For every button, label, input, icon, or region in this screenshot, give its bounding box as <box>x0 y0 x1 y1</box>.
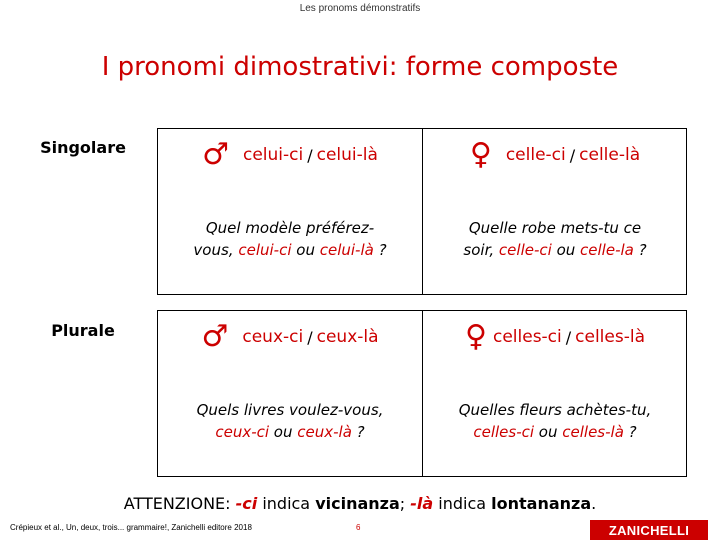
note-suffix-ci: -ci <box>235 494 258 513</box>
example-text: Quels livres voulez-vous, <box>196 401 384 419</box>
pronoun-form: celle-ci <box>505 145 566 165</box>
note-text: ; <box>399 494 411 513</box>
separator: / <box>569 145 576 165</box>
plurale-box <box>157 310 687 477</box>
example-pronoun: ceux-là <box>297 423 352 441</box>
male-symbol-icon: ♂ <box>201 319 229 354</box>
singolare-fem-example <box>423 217 687 261</box>
example-text: ? <box>633 241 647 259</box>
example-text: ? <box>351 423 365 441</box>
note-text: indica <box>257 494 316 513</box>
pronoun-form: celles-là <box>575 327 645 347</box>
pronoun-form: celui-ci <box>242 145 304 165</box>
example-text: Quel modèle préférez- <box>205 219 375 237</box>
separator: / <box>565 327 572 347</box>
pronoun-table <box>157 128 687 477</box>
singolare-masc-example <box>158 217 422 261</box>
footer-credit: Crépieux et al., Un, deux, trois... grammaire!, Zanichelli editore 2018 <box>10 523 252 532</box>
plurale-masc-example <box>158 399 422 443</box>
example-text: Quelle robe mets-tu ce <box>468 219 642 237</box>
example-text: Quelles fleurs achètes-tu, <box>458 401 652 419</box>
example-pronoun: celles-ci <box>473 423 535 441</box>
plurale-masc-forms <box>158 311 422 363</box>
example-pronoun: celle-la <box>580 241 634 259</box>
slide-header: Les pronoms démonstratifs <box>299 3 421 14</box>
example-text: ou <box>291 241 320 259</box>
row-label-plurale: Plurale <box>51 321 115 340</box>
singolare-masc-forms <box>158 129 422 181</box>
male-symbol-icon: ♂ <box>202 137 229 172</box>
separator: / <box>307 145 313 165</box>
plurale-fem-example <box>423 399 687 443</box>
zanichelli-logo: ZANICHELLI <box>590 520 708 540</box>
attention-note <box>0 494 720 513</box>
note-suffix-la: -là <box>410 494 434 513</box>
female-symbol-icon: ♀ <box>465 319 487 354</box>
separator: / <box>307 327 313 347</box>
singolare-fem-forms <box>423 129 687 181</box>
example-pronoun: celles-là <box>562 423 624 441</box>
note-keyword: lontananza <box>491 494 592 513</box>
slide-title: I pronomi dimostrativi: forme composte <box>101 52 619 82</box>
example-text: soir, <box>463 241 499 259</box>
example-text: ou <box>534 423 563 441</box>
example-pronoun: celui-là <box>319 241 374 259</box>
example-pronoun: celui-ci <box>238 241 292 259</box>
female-symbol-icon: ♀ <box>469 137 492 172</box>
note-text: indica <box>433 494 492 513</box>
example-text: ou <box>269 423 298 441</box>
example-text: ou <box>551 241 581 259</box>
note-text: ATTENZIONE: <box>123 494 236 513</box>
note-keyword: vicinanza <box>315 494 400 513</box>
page-number: 6 <box>356 523 361 532</box>
row-label-singolare: Singolare <box>40 138 126 157</box>
pronoun-form: ceux-là <box>316 327 379 347</box>
pronoun-form: celles-ci <box>492 327 562 347</box>
example-text: ? <box>373 241 387 259</box>
example-pronoun: celle-ci <box>498 241 552 259</box>
example-text: vous, <box>193 241 239 259</box>
note-text: . <box>591 494 597 513</box>
singolare-box <box>157 128 687 295</box>
example-pronoun: ceux-ci <box>215 423 270 441</box>
pronoun-form: ceux-ci <box>242 327 304 347</box>
example-text: ? <box>623 423 637 441</box>
plurale-fem-forms <box>423 311 687 363</box>
pronoun-form: celle-là <box>579 145 641 165</box>
pronoun-form: celui-là <box>316 145 378 165</box>
